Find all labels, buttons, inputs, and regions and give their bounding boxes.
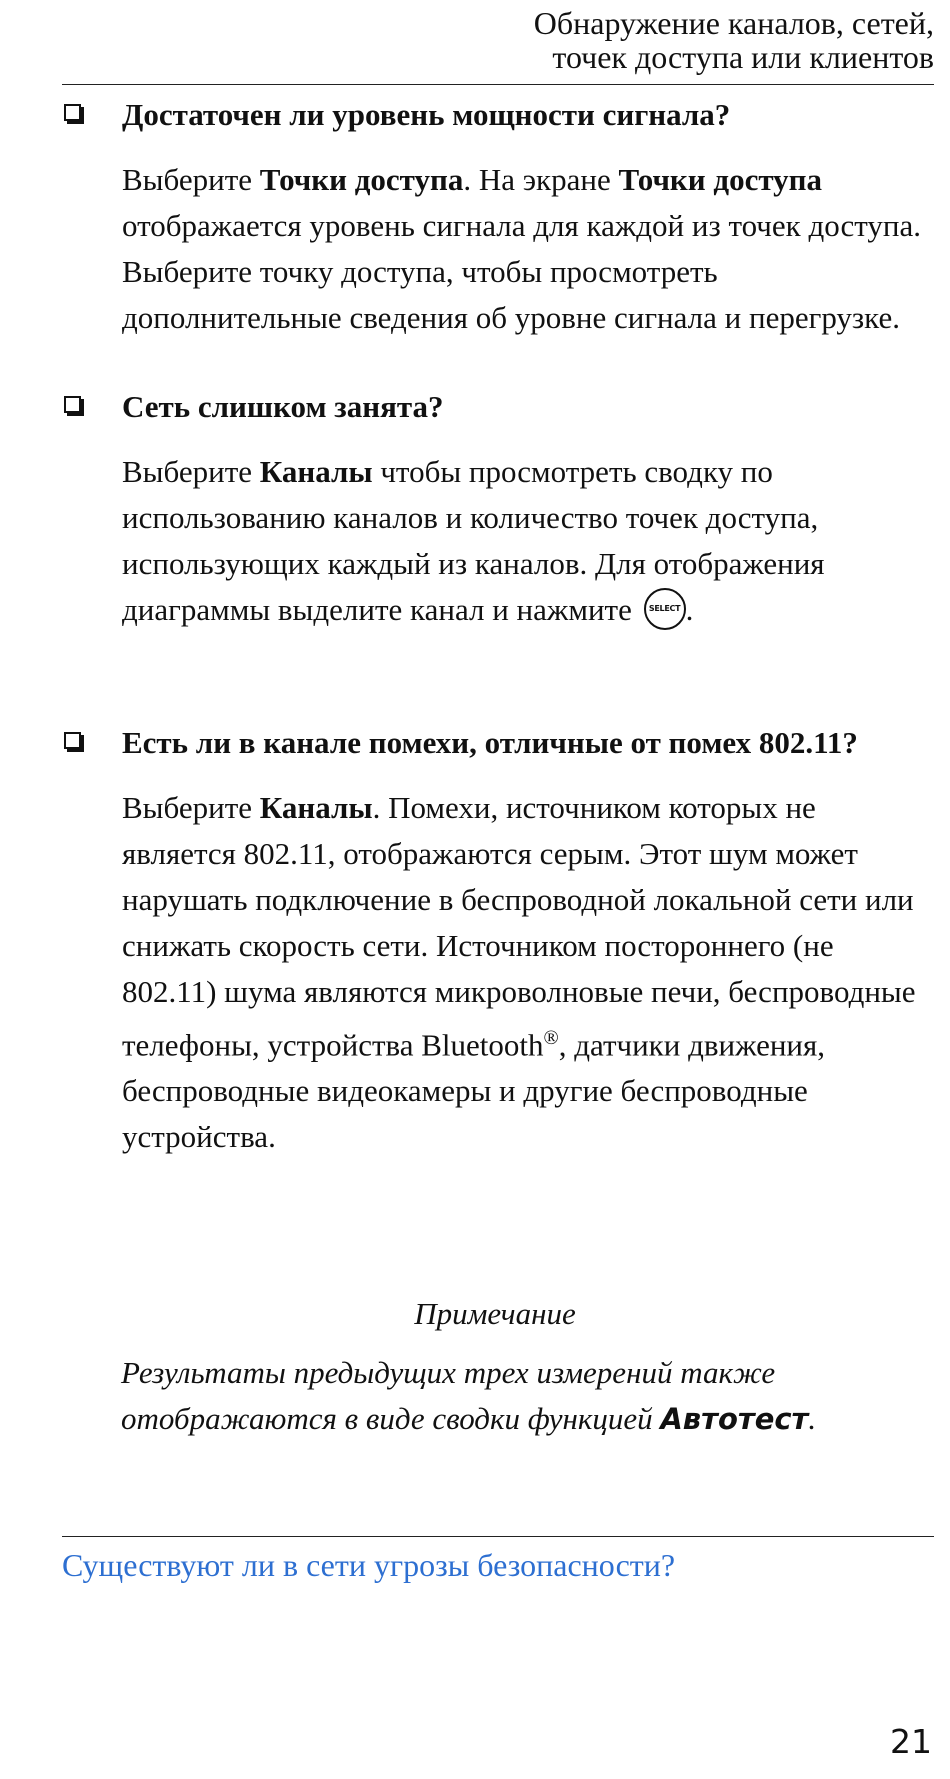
channels-term: Каналы [259, 454, 373, 489]
answer-paragraph [62, 785, 934, 1160]
answer-text: . [685, 592, 694, 627]
note-body [121, 1350, 920, 1442]
footer-divider [62, 1536, 934, 1537]
answer-paragraph [62, 449, 934, 634]
answer-text: . Помехи, источником которых не является 802.11, отображаются серым. Этот шум может нарушать подключение в беспроводной локальной сети или снижать скорость сети. Источником постороннего (не 802.11) шума являются микроволновые печи, беспроводные телефоны, устройства Bluetooth [122, 790, 916, 1063]
running-header-line-1: Обнаружение каналов, сетей, [533, 5, 934, 41]
answer-text: чтобы просмотреть сводку по использованию каналов и количество точек доступа, использующих каждый из каналов. Для отображения диаграммы выделите канал и нажмите [122, 454, 825, 627]
access-points-term: Точки доступа [259, 162, 464, 197]
header-divider [62, 84, 934, 85]
question-text: Сеть слишком занята? [122, 389, 444, 424]
answer-text: Выберите [122, 162, 260, 197]
question-heading [62, 720, 934, 765]
answer-text: Выберите [122, 454, 260, 489]
question-heading [62, 384, 934, 429]
answer-text: Выберите [122, 790, 260, 825]
autotest-term: Автотест [660, 1402, 809, 1436]
note-title: Примечание [414, 1296, 576, 1331]
checkbox-icon [64, 396, 81, 413]
security-threats-link[interactable]: Существуют ли в сети угрозы безопасности? [62, 1547, 676, 1583]
registered-mark: ® [543, 1027, 559, 1049]
question-text: Достаточен ли уровень мощности сигнала? [122, 97, 731, 132]
question-heading [62, 92, 934, 137]
checklist-item-interference [62, 720, 934, 1160]
note-text-end: . [808, 1401, 817, 1436]
channels-term: Каналы [259, 790, 373, 825]
checklist-item-busy [62, 384, 934, 634]
answer-paragraph [62, 157, 934, 341]
checkbox-icon [64, 104, 81, 121]
select-button-icon: SELECT [644, 588, 686, 630]
running-header-line-2: точек доступа или клиентов [552, 39, 934, 75]
answer-text: . На экране [463, 162, 619, 197]
answer-text: отображается уровень сигнала для каждой из точек доступа. Выберите точку доступа, чтобы просмотреть дополнительные сведения об уровне сигнала и перегрузке. [122, 208, 922, 335]
checkbox-icon [64, 732, 81, 749]
access-points-term: Точки доступа [618, 162, 823, 197]
page-number: 21 [890, 1722, 932, 1761]
question-text: Есть ли в канале помехи, отличные от помех 802.11? [122, 725, 858, 760]
running-header [534, 6, 934, 74]
checklist-item-signal [62, 92, 934, 341]
answer-text: , датчики движения, беспроводные видеокамеры и другие беспроводные устройства. [122, 1027, 826, 1155]
note-text: Результаты предыдущих трех измерений также отображаются в виде сводки функцией [121, 1355, 776, 1436]
